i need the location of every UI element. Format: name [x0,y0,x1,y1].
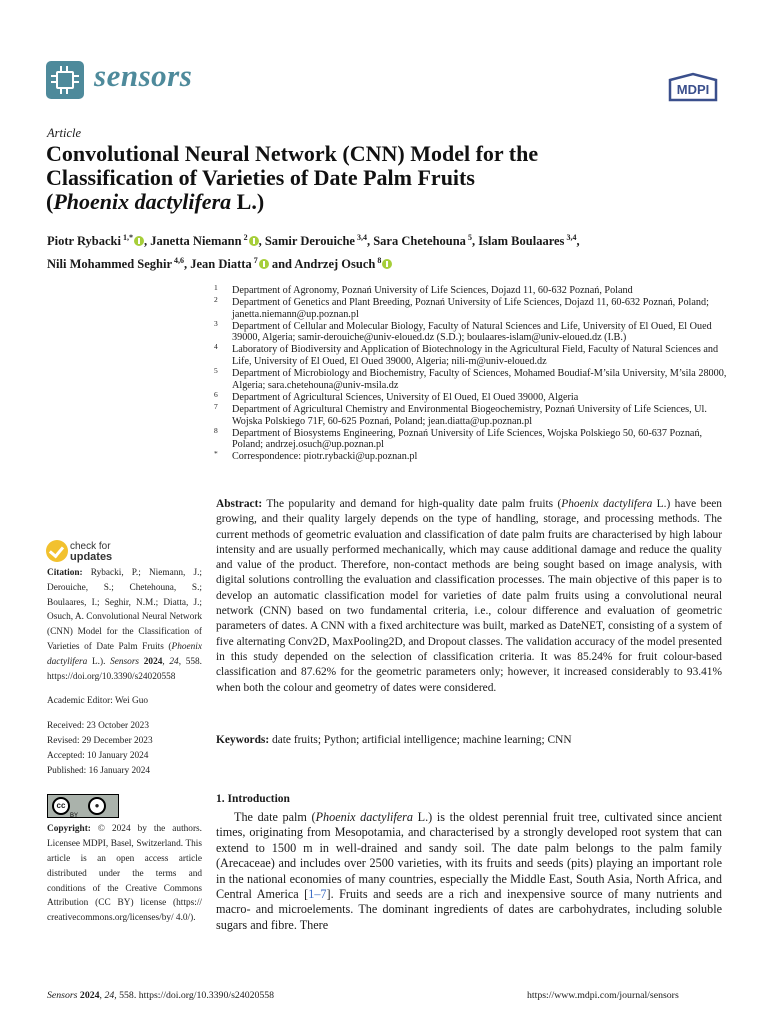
footer-citation: Sensors 2024, 24, 558. https://doi.org/10.3390/s24020558 [47,990,275,1001]
author-affiliation-sup: 2 [243,233,248,242]
date-published: Published: 16 January 2024 [47,765,151,776]
publisher-text: MDPI [676,82,710,97]
affiliation-number: 5 [214,366,218,376]
author-affiliation-sup: 3,4 [356,233,367,242]
introduction-paragraph: The date palm (Phoenix dactylifera L.) is the oldest perennial fruit tree, cultivated since ancient times, originating from Mesopotamia, and characterised by a strongly developed root system that can extend to 1500 m in well-drained and sandy soil. The date palm belongs to the palm family (Arecaceae) and includes over 2500 varieties, with its fruits and seeds (pits) playing an important role in the national economies of many countries, especially the Middle East, South Asia, North Africa, and Central America [1–7]. Fruits and seeds are a rich and inexpensive source of many nutrients and macro- and microelements. The dominant ingredients of dates are carbohydrates, including soluble sugars and fibre. There [216,810,722,932]
affiliation-number: 8 [214,425,218,435]
affiliation-text: Department of Genetics and Plant Breeding, Poznań University of Life Sciences, Dojazd 11, 60-632 Poznań, Poland; janetta.niemann@up.poznan.pl [232,297,709,320]
author-name[interactable]: Jean Diatta [190,257,252,272]
author-affiliation-sup: 3,4 [566,233,577,242]
author-affiliation-sup: 5 [467,233,472,242]
section-heading-introduction: 1. Introduction [216,793,290,805]
author-affiliation-sup: 4,6 [174,256,184,266]
journal-name[interactable]: sensors [94,58,193,93]
reference-link[interactable]: 1–7 [308,887,327,902]
article-type: Article [47,126,82,140]
orcid-icon[interactable] [249,236,259,246]
author-affiliation-sup: 8 [377,256,382,266]
orcid-icon[interactable] [259,259,269,269]
affiliation-text: Department of Agronomy, Poznań University of Life Sciences, Dojazd 11, 60-632 Poznań, Poland [232,285,633,296]
title-line-3: (Phoenix dactylifera L.) [46,189,265,214]
affiliation-text: Correspondence: piotr.rybacki@up.poznan.pl [232,451,418,463]
cc-by-license-icon[interactable]: cc ● BY [47,794,119,818]
title-line-1: Convolutional Neural Network (CNN) Model for the [46,141,539,166]
author-name[interactable]: Sara Chetehouna [373,234,466,249]
citation-block: Citation: Rybacki, P.; Niemann, J.; Derouiche, S.; Chetehouna, S.; Boulaares, I.; Seghir, N.M.; Diatta, J.; Osuch, A. Convolutional Neural Network (CNN) Model for the Classification of Varieties of Date Palm Fruits (Phoenix dactylifera L.). Sensors 2024, 24, 558. https://doi.org/10.3390/s24020558 [47,568,203,682]
orcid-icon[interactable] [382,259,392,269]
affiliation-item [212,451,727,463]
affiliation-item [212,297,727,320]
author-name[interactable]: Piotr Rybacki [47,234,121,249]
check-updates-icon [46,540,68,562]
author-name[interactable]: Andrzej Osuch [294,257,376,272]
abstract: Abstract: The popularity and demand for high-quality date palm fruits (Phoenix dactylifera L.) have been growing, and their quality largely depends on the type of handling, storage, and processing methods. The current methods of geometric evaluation and classification of date palm fruits are characterised by high labour intensity and are usually performed mechanically, which may cause additional damage and reduce the quality and value of the product. Therefore, non-contact methods are being sought based on image analysis, with digital solutions controlling the evaluation and classification processes. The main objective of this paper is to develop an automatic classification model for varieties of date palm fruits using a convolutional neural network (CNN) based on two fundamental criteria, i.e., colour difference and evaluation of geometric parameters of dates. A CNN with a fixed architecture was built, marked as DateNET, consisting of a system of five alternating Conv2D, MaxPooling2D, and Dropout classes. The validation accuracy of the model presented in this study depended on the selection of classification criteria. It was 85.24% for fruit colour-based classification and 87.62% for the geometric parameters only; however, it increased considerably to 93.41% when both the colour and geometry of dates were considered. [216,498,723,694]
affiliation-number: 2 [214,295,218,305]
affiliation-number: 1 [214,283,218,292]
journal-logo-icon [46,61,84,99]
affiliation-item [212,285,727,297]
date-accepted: Accepted: 10 January 2024 [47,750,149,761]
affiliation-text: Department of Microbiology and Biochemistry, Faculty of Sciences, Mohamed Boudiaf-M’sila University, M’sila 28000, Algeria; sara.chetehouna@univ-msila.dz [232,368,727,391]
affiliation-list [212,285,727,463]
academic-editor: Academic Editor: Wei Guo [47,696,149,707]
footer-journal-url[interactable]: https://www.mdpi.com/journal/sensors [527,990,679,1001]
affiliation-text: Laboratory of Biodiversity and Application of Biotechnology in the Agricultural Field, Faculty of Natural Sciences and Life, University of El Oued, El Oued 39000, Algeria; nili-m@univ-eloued.dz [232,344,719,368]
affiliation-text: Department of Cellular and Molecular Biology, Faculty of Natural Sciences and Life, University of El Oued, El Oued 39000, Algeria; samir-derouiche@univ-eloued.dz (S.D.); boulaares-islam@univ-eloued.dz (I.B.) [232,320,712,344]
copyright-block: Copyright: © 2024 by the authors. Licensee MDPI, Basel, Switzerland. This article is an open access article distributed under the terms and conditions of the Creative Commons Attribution (CC BY) license (https:// creativecommons.org/licenses/by/ 4.0/). [47,824,202,924]
keywords: Keywords: date fruits; Python; artificial intelligence; machine learning; CNN [216,734,572,746]
affiliation-number: 3 [214,318,218,328]
mdpi-logo-icon[interactable] [666,72,720,102]
author-name[interactable]: Islam Boulaares [478,234,565,249]
person-icon: ● [88,797,106,815]
article-title [46,142,726,214]
affiliation-number: 7 [214,401,218,411]
author-name[interactable]: Janetta Niemann [150,234,242,249]
author-affiliation-sup: 1,* [122,233,133,242]
check-for-updates-button[interactable]: check for updates [46,540,156,566]
affiliation-number: * [214,449,218,459]
affiliation-item [212,368,727,391]
article-metadata [47,566,202,926]
author-affiliation-sup: 7 [253,256,258,266]
author-name[interactable]: Samir Derouiche [264,234,355,249]
affiliation-item [212,318,727,344]
affiliation-item [212,425,727,451]
affiliation-item [212,401,727,427]
orcid-icon[interactable] [134,236,144,246]
author-name[interactable]: Nili Mohammed Seghir [47,257,172,272]
date-revised: Revised: 29 December 2023 [47,735,153,746]
affiliation-item [212,389,727,404]
author-list: Piotr Rybacki $^{1,*}$ , Janetta Niemann $^2$ , Samir Derouiche $^{3,4}$, Sara Chetehouna $^5$, Islam Boulaares $^{3,4}$, Nili Mohammed Seghir $^{4,6}$, Jean Diatta $^7$ and Andrzej Osuch $^8$ [47,233,580,272]
affiliation-text: Department of Agricultural Sciences, University of El Oued, El Oued 39000, Algeria [232,391,579,403]
affiliation-text: Department of Biosystems Engineering, Poznań University of Life Sciences, Wojska Polskiego 50, 60-637 Poznań, Poland; andrzej.osuch@up.poznan.pl [232,427,703,451]
affiliation-number: 6 [214,389,218,399]
affiliation-number: 4 [214,342,218,352]
date-received: Received: 23 October 2023 [47,721,149,732]
title-line-2: Classification of Varieties of Date Palm Fruits [46,165,475,190]
affiliation-text: Department of Agricultural Chemistry and Environmental Biogeochemistry, Poznań University of Life Sciences, Ul. Wojska Polskiego 71F, 60-625 Poznań, Poland; jean.diatta@up.poznan.pl [232,403,707,427]
affiliation-item [212,344,727,367]
